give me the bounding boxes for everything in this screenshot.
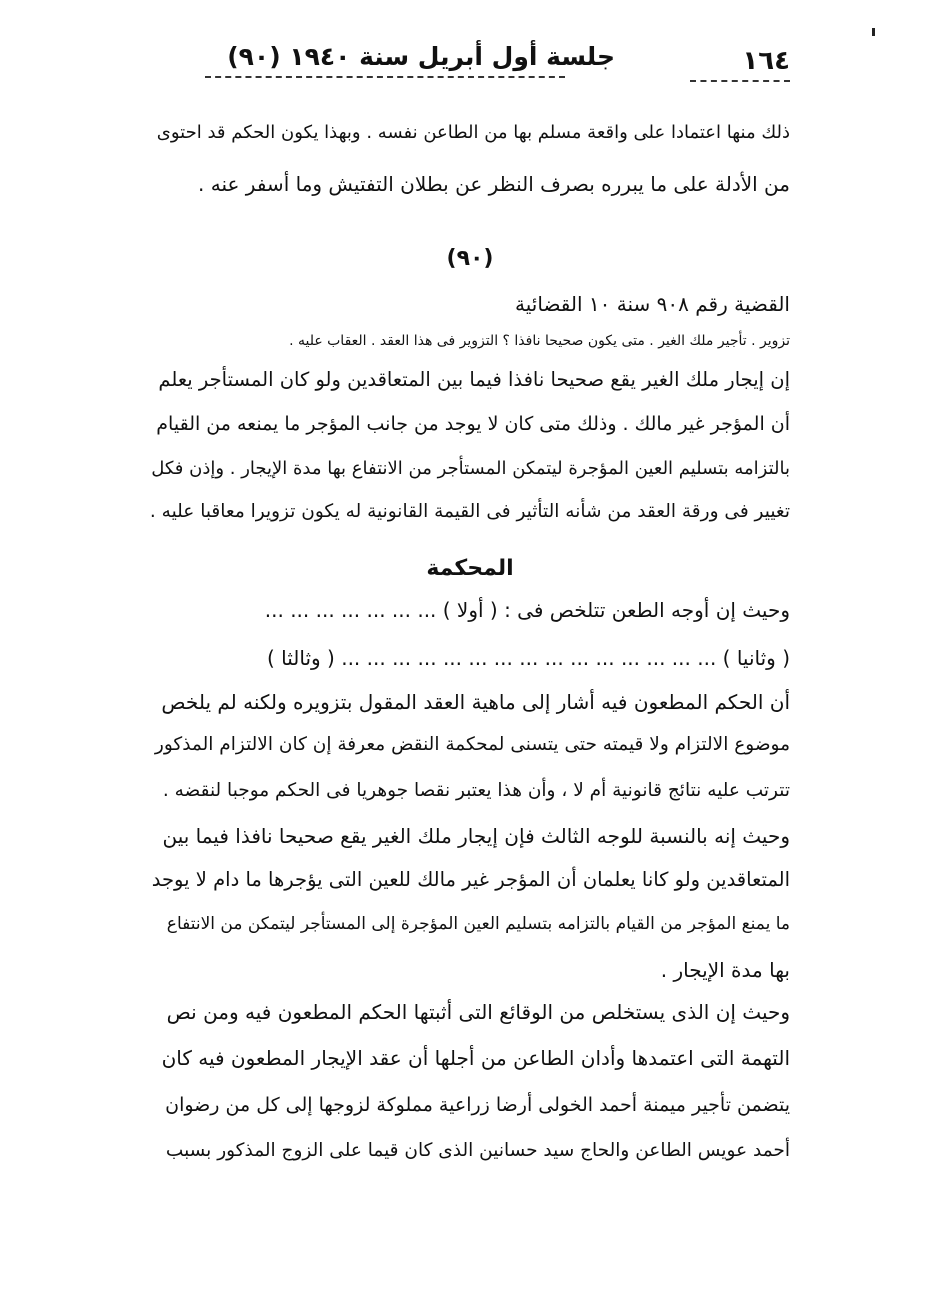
- paragraph-line: يتضمن تأجير ميمنة أحمد الخولى أرضا زراعية مملوكة لزوجها إلى كل من رضوان: [165, 1094, 790, 1116]
- summary-line: أن المؤجر غير مالك . وذلك متى كان لا يوجد من جانب المؤجر ما يمنعه من القيام: [156, 413, 790, 435]
- intro-line: من الأدلة على ما يبرره بصرف النظر عن بطلان التفتيش وما أسفر عنه .: [198, 172, 790, 196]
- scan-mark: [872, 28, 875, 36]
- case-number-label: (٩٠): [446, 246, 494, 271]
- paragraph-line: وحيث إن أوجه الطعن تتلخص فى : ( أولا ) ... ... ... ... ... ... ...: [264, 598, 790, 622]
- summary-line: إن إيجار ملك الغير يقع صحيحا نافذا فيما بين المتعاقدين ولو كان المستأجر يعلم: [158, 368, 790, 391]
- court-paragraph-2: [150, 824, 790, 994]
- paragraph-line: وحيث إنه بالنسبة للوجه الثالث فإن إيجار ملك الغير يقع صحيحا نافذا فيما بين: [162, 824, 790, 848]
- intro-line: ذلك منها اعتمادا على واقعة مسلم بها من الطاعن نفسه . وبهذا يكون الحكم قد احتوى: [156, 122, 790, 143]
- paragraph-line: التهمة التى اعتمدها وأدان الطاعن من أجلها أن عقد الإيجار المطعون فيه كان: [161, 1046, 790, 1070]
- case-summary: [150, 368, 790, 548]
- court-paragraph-1: [150, 598, 790, 828]
- page-number: ١٦٤: [742, 46, 790, 76]
- header-rule-short: [690, 80, 790, 82]
- summary-line: تغيير فى ورقة العقد من شأنه التأثير فى القيمة القانونية له يكون تزويرا معاقبا عليه .: [149, 501, 790, 522]
- court-heading: المحكمة: [426, 556, 514, 581]
- paragraph-line: المتعاقدين ولو كانا يعلمان أن المؤجر غير مالك للعين التى يؤجرها ما دام لا يوجد: [151, 868, 790, 891]
- case-keywords: تزوير . تأجير ملك الغير . متى يكون صحيحا نافذا ؟ التزوير فى هذا العقد . العقاب عليه .: [289, 333, 790, 349]
- court-paragraph-3: [150, 1000, 790, 1200]
- paragraph-line: بها مدة الإيجار .: [660, 958, 790, 982]
- paragraph-line: ما يمنع المؤجر من القيام بالتزامه بتسليم العين المؤجرة إلى المستأجر ليتمكن من الانتفاع: [166, 914, 790, 934]
- paragraph-line: وحيث إن الذى يستخلص من الوقائع التى أثبتها الحكم المطعون فيه ومن نص: [166, 1000, 790, 1024]
- header-rule: [205, 76, 565, 78]
- paragraph-line: أن الحكم المطعون فيه أشار إلى ماهية العقد المقول بتزويره ولكنه لم يلخص: [161, 690, 790, 714]
- running-title: جلسة أول أبريل سنة ١٩٤٠ (٩٠): [227, 42, 615, 71]
- paragraph-line: ( وثانيا ) ... ... ... ... ... ... ... ... ... ... ... ... ... ... ... ( وثالثا ): [267, 646, 790, 670]
- paragraph-line: أحمد عويس الطاعن والحاج سيد حسانين الذى كان قيما على الزوج المذكور بسبب: [165, 1140, 790, 1161]
- paragraph-line: تترتب عليه نتائج قانونية أم لا ، وأن هذا يعتبر نقصا جوهريا فى الحكم موجبا لنقضه .: [162, 780, 790, 801]
- paragraph-line: موضوع الالتزام ولا قيمته حتى يتسنى لمحكمة النقض معرفة إن كان الالتزام المذكور: [154, 734, 790, 755]
- intro-paragraph: [150, 122, 790, 202]
- summary-line: بالتزامه بتسليم العين المؤجرة ليتمكن المستأجر من الانتفاع بها مدة الإيجار . وإذن فكل: [151, 458, 790, 479]
- case-title: القضية رقم ٩٠٨ سنة ١٠ القضائية: [515, 292, 790, 316]
